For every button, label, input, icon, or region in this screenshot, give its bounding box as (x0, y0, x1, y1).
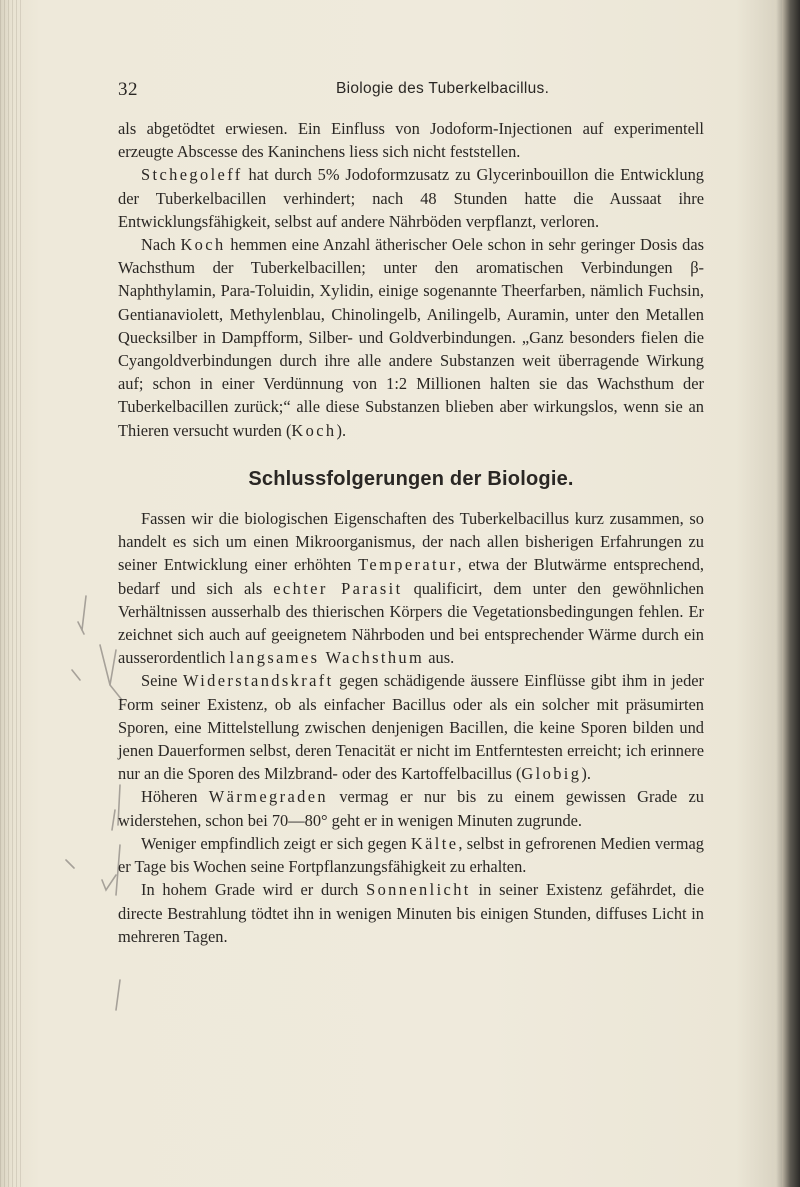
paragraph (118, 233, 704, 442)
paragraph-text: ). (336, 420, 347, 440)
paragraph (118, 785, 704, 831)
emphasis: Wärmegraden (208, 787, 329, 807)
paragraph-text: vermag er nur bis zu einem gewissen Grade zu widerstehen, schon bei 70—80° geht er in wenigen Minuten zugrunde. (118, 787, 705, 830)
author-name: Koch (291, 420, 337, 440)
paragraph-text: aus. (424, 648, 455, 668)
emphasis: echter Parasit (273, 578, 403, 598)
paragraph (118, 507, 704, 669)
body-text (118, 117, 704, 948)
emphasis: langsames Wachsthum (229, 648, 425, 668)
paragraph-text: , etwa der Blutwärme entsprechend, bedarf und sich als (118, 555, 704, 598)
paragraph (118, 878, 704, 948)
author-name: Globig (521, 764, 582, 784)
paragraph-text: hat durch 5% Jodoformzusatz zu Glycerinbouillon die Entwicklung der Tuberkelbacillen verhindert; nach 48 Stunden hatte die Aussaat ihre Entwicklungsfähigkeit, selbst auf andere Nährböden verpflanzt, verloren. (118, 165, 704, 231)
paragraph (118, 832, 704, 878)
emphasis: Sonnenlicht (366, 880, 471, 900)
paragraph-text: qualificirt, dem unter den gewöhnlichen Verhältnissen ausserhalb des thierischen Körpers die Vegetationsbedingungen fehlen. Er zeichnet sich auch auf geeignetem Nährboden und bei entsprechender Wärme durch ein ausserordentlich (118, 578, 705, 668)
paragraph-text: Fassen wir die biologischen Eigenschaften des Tuberkelbacillus kurz zusammen, so handelt es sich um einen Mikroorganismus, der nach allen bisherigen Erfahrungen zu seiner Entwicklung einer erhöhten (118, 509, 704, 575)
book-spine-shadow (0, 0, 22, 1187)
paragraph (118, 669, 704, 785)
paragraph-text: als abgetödtet erwiesen. Ein Einfluss von Jodoform-Injectionen auf experimentell erzeugte Abscesse des Kaninchens liess sich nicht feststellen. (118, 119, 704, 162)
paragraph-text: Nach (141, 235, 181, 255)
paragraph-text: in seiner Existenz gefährdet, die directe Bestrahlung tödtet ihn in wenigen Minuten bis einigen Stunden, diffuses Licht in mehreren Tagen. (118, 880, 704, 946)
paragraph-text: Höheren (141, 787, 209, 807)
paragraph-text: hemmen eine Anzahl ätherischer Oele schon in sehr geringer Dosis das Wachsthum der Tuberkelbacillen; unter den aromatischen Verbindungen β-Naphthylamin, Para-Toluidin, Xylidin, einige sogenannte Theerfarben, nämlich Fuchsin, Gentianaviolett, Methylenblau, Chinolingelb, Anilingelb, Auramin, unter den Metallen Quecksilber in Dampfform, Silber- und Goldverbindungen. „Ganz besonders fielen die Cyangoldverbindungen durch ihre alle andere Substanzen weit überragende Wirkung auf; schon in einer Verdünnung von 1:2 Millionen halten sie das Wachsthum der Tuberkelbacillen zurück;“ alle diese Substanzen blieben aber wirkungslos, wenn sie an Thieren versucht wurden ( (118, 235, 704, 440)
paragraph-text: , selbst in gefrorenen Medien vermag er Tage bis Wochen seine Fortpflanzungsfähigkeit zu erhalten. (118, 833, 704, 877)
paragraph-text: ). (581, 764, 591, 784)
paragraph-text: Weniger empfindlich zeigt er sich gegen (141, 833, 411, 853)
paragraph (118, 117, 704, 163)
page-header (118, 79, 704, 103)
emphasis: Widerstandskraft (182, 671, 334, 691)
paragraph-text: In hohem Grade wird er durch (141, 880, 367, 900)
emphasis: Temperatur (358, 555, 458, 575)
author-name: Stchegoleff (141, 165, 243, 185)
paragraph-text: Seine (141, 671, 183, 691)
page-edge-shadow (782, 0, 800, 1187)
page-number: 32 (118, 79, 138, 100)
emphasis: Kälte (410, 833, 459, 853)
section-heading: Schlussfolgerungen der Biologie. (248, 467, 574, 490)
running-title: Biologie des Tuberkelbacillus. (336, 80, 550, 97)
paragraph (118, 163, 704, 233)
author-name: Koch (180, 235, 226, 255)
paragraph-text: gegen schädigende äussere Einflüsse gibt ihm in jeder Form seiner Existenz, ob als einfacher Bacillus oder als ein solcher mit präsumirten Sporen, eine Mittelstellung zwischen denjenigen Bacillen, die keine Sporen bilden und jenen Dauerformen selbst, deren Tenacität er nicht im Entferntesten erreicht; ich erinnere nur an die Sporen des Milzbrand- oder des Kartoffelbacillus ( (118, 671, 704, 784)
